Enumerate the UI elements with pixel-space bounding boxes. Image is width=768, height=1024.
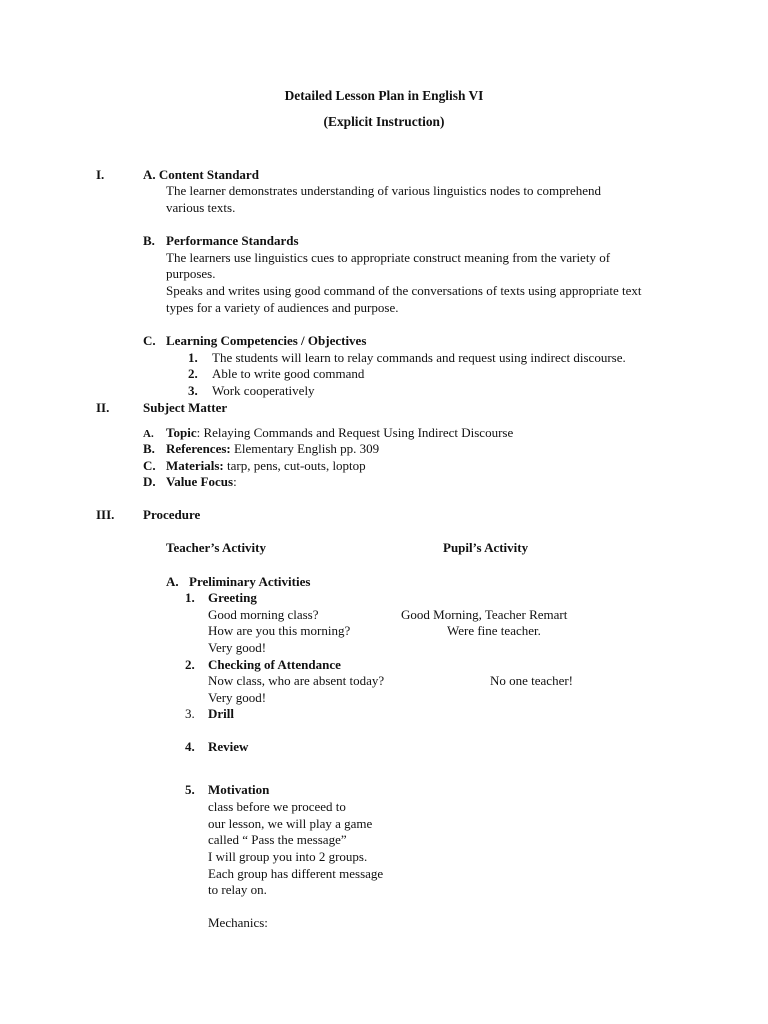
competency-text: Work cooperatively bbox=[212, 383, 315, 398]
subject-item-value: Elementary English pp. 309 bbox=[230, 441, 380, 456]
mechanics-label: Mechanics: bbox=[208, 915, 268, 930]
performance-standards-line: purposes. bbox=[166, 266, 216, 281]
subject-item-value: : bbox=[233, 474, 237, 489]
pupil-line: Good Morning, Teacher Remart bbox=[401, 607, 568, 622]
drill-heading: Drill bbox=[208, 706, 234, 721]
subject-item-value: tarp, pens, cut-outs, loptop bbox=[223, 458, 366, 473]
competencies-heading: Learning Competencies / Objectives bbox=[166, 333, 367, 348]
step-number: 5. bbox=[185, 782, 195, 797]
competency-number: 1. bbox=[188, 350, 198, 365]
performance-standards-heading: Performance Standards bbox=[166, 233, 299, 248]
pupil-line: No one teacher! bbox=[490, 673, 574, 688]
procedure-heading: Procedure bbox=[143, 507, 201, 522]
subject-item-letter: A. bbox=[143, 428, 154, 440]
performance-standards-line: types for a variety of audiences and purpose. bbox=[166, 300, 399, 315]
competency-text: The students will learn to relay commands and request using indirect discourse. bbox=[212, 350, 626, 365]
document-subtitle: (Explicit Instruction) bbox=[323, 114, 445, 129]
content-standard-line: The learner demonstrates understanding of various linguistics nodes to comprehend bbox=[166, 183, 602, 198]
performance-standards-line: The learners use linguistics cues to appropriate construct meaning from the variety of bbox=[166, 250, 611, 265]
competency-number: 2. bbox=[188, 366, 198, 381]
pupil-line: Were fine teacher. bbox=[447, 623, 541, 638]
section-1-numeral: I. bbox=[96, 167, 105, 182]
subject-item-label: References: bbox=[166, 441, 231, 456]
subject-item-label: Materials: bbox=[166, 458, 224, 473]
prelim-letter: A. bbox=[166, 574, 179, 589]
section-3-numeral: III. bbox=[96, 507, 115, 522]
subject-matter-heading: Subject Matter bbox=[143, 400, 228, 415]
subject-item-value: : Relaying Commands and Request Using Indirect Discourse bbox=[196, 425, 514, 440]
competencies-letter: C. bbox=[143, 333, 156, 348]
teacher-line: Very good! bbox=[208, 640, 267, 655]
performance-standards-letter: B. bbox=[143, 233, 155, 248]
motivation-line: I will group you into 2 groups. bbox=[208, 849, 368, 864]
subject-item-letter: D. bbox=[143, 474, 156, 489]
teacher-line: How are you this morning? bbox=[208, 623, 351, 638]
subject-item bbox=[166, 474, 237, 491]
subject-item-letter: B. bbox=[143, 441, 155, 456]
teacher-line: Now class, who are absent today? bbox=[208, 673, 385, 688]
review-heading: Review bbox=[208, 739, 249, 754]
motivation-heading: Motivation bbox=[208, 782, 270, 797]
motivation-line: class before we proceed to bbox=[208, 799, 346, 814]
subject-item-label: Topic bbox=[166, 425, 197, 440]
content-standard-heading: A. Content Standard bbox=[143, 167, 259, 182]
pupil-activity-column-heading: Pupil’s Activity bbox=[443, 540, 529, 555]
subject-item-label: Value Focus bbox=[166, 474, 234, 489]
prelim-heading: Preliminary Activities bbox=[189, 574, 311, 589]
step-number: 3. bbox=[185, 706, 195, 721]
step-number: 1. bbox=[185, 590, 195, 605]
attendance-heading: Checking of Attendance bbox=[208, 657, 341, 672]
competency-number: 3. bbox=[188, 383, 198, 398]
step-number: 4. bbox=[185, 739, 195, 754]
teacher-line: Good morning class? bbox=[208, 607, 319, 622]
content-standard-line: various texts. bbox=[166, 200, 236, 215]
document-title: Detailed Lesson Plan in English VI bbox=[284, 88, 484, 103]
teacher-line: Very good! bbox=[208, 690, 267, 705]
motivation-line: to relay on. bbox=[208, 882, 267, 897]
greeting-heading: Greeting bbox=[208, 590, 257, 605]
subject-item bbox=[166, 441, 379, 458]
motivation-line: called “ Pass the message” bbox=[208, 832, 347, 847]
step-number: 2. bbox=[185, 657, 195, 672]
motivation-line: Each group has different message bbox=[208, 866, 384, 881]
motivation-line: our lesson, we will play a game bbox=[208, 816, 373, 831]
teacher-activity-column-heading: Teacher’s Activity bbox=[166, 540, 267, 555]
subject-item bbox=[166, 425, 513, 442]
subject-item bbox=[166, 458, 366, 475]
subject-item-letter: C. bbox=[143, 458, 156, 473]
competency-text: Able to write good command bbox=[212, 366, 365, 381]
section-2-numeral: II. bbox=[96, 400, 110, 415]
performance-standards-line: Speaks and writes using good command of the conversations of texts using appropriate text bbox=[166, 283, 642, 298]
